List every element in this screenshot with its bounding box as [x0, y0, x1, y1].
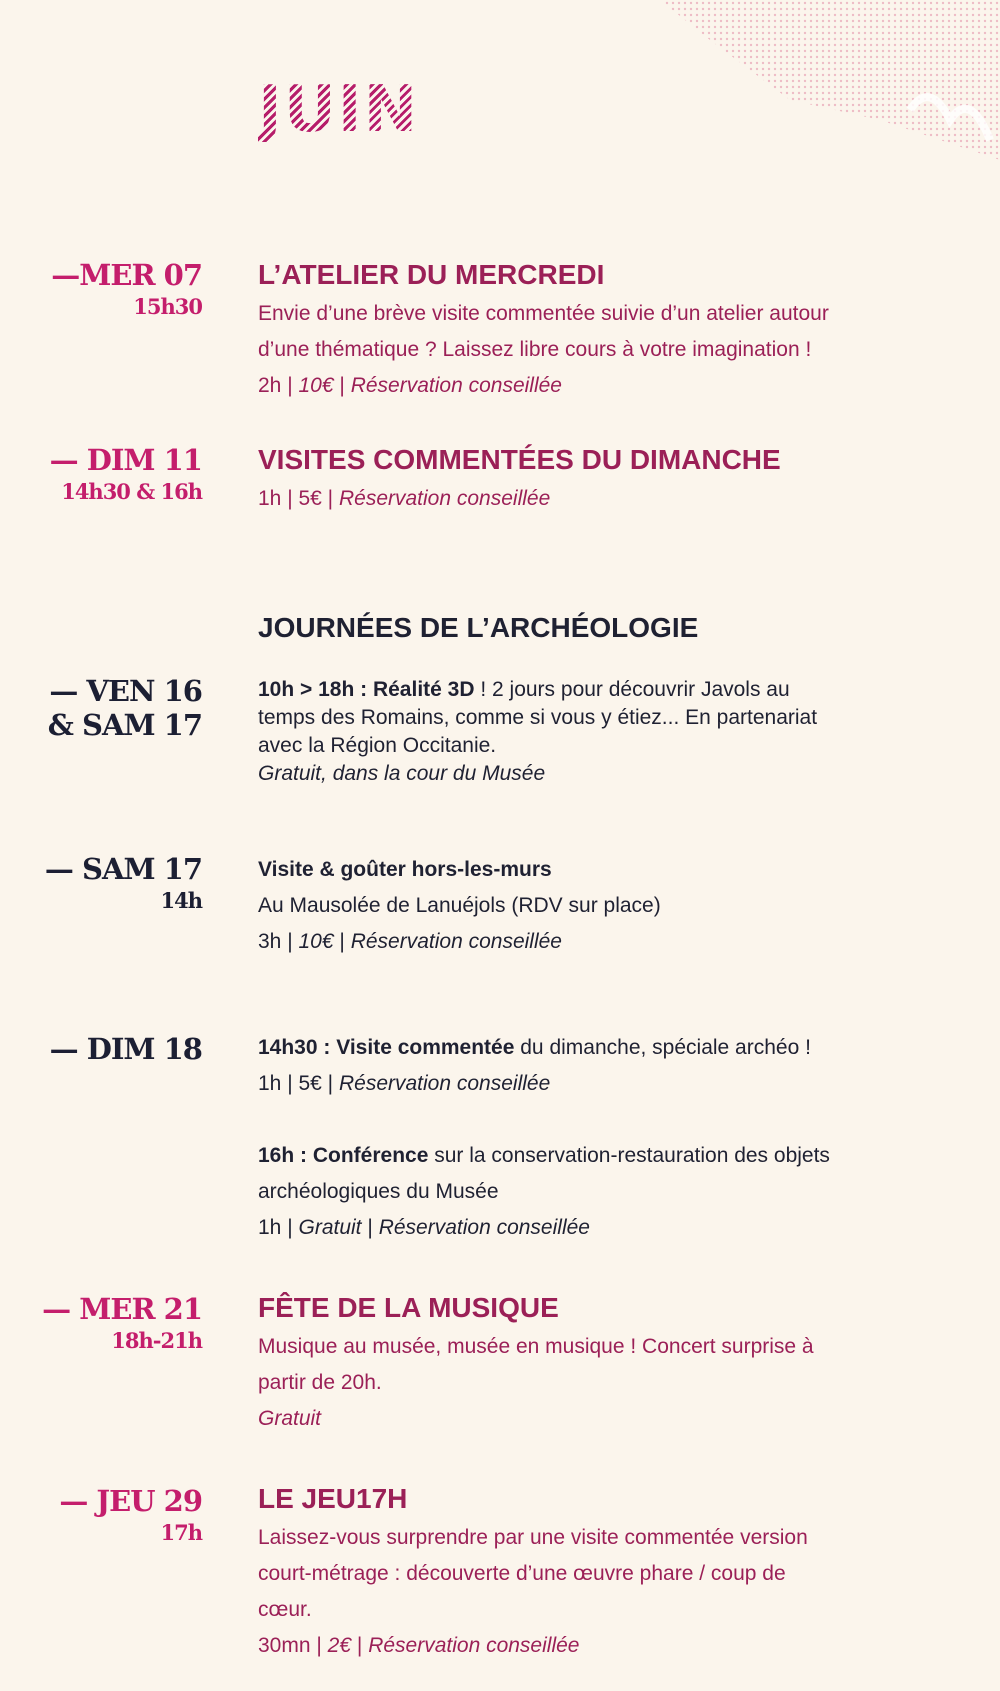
event-separator: |: [339, 374, 345, 397]
event-fete-musique: [258, 1291, 948, 1437]
event-date-block: [50, 1032, 202, 1066]
event-time: 14h: [160, 888, 202, 913]
event-date: — DIM 11: [49, 443, 202, 477]
event-separator: |: [367, 1216, 373, 1239]
event-info: Gratuit, dans la cour du Musée: [258, 762, 546, 785]
event-reservation: Réservation conseillée: [368, 1634, 580, 1657]
event-time: 14h30 & 16h: [61, 479, 202, 504]
event-info: [258, 368, 948, 404]
event-dimanche-archeo: [258, 1030, 948, 1246]
event-duration: 3h |: [258, 930, 293, 953]
event-reservation: Réservation conseillée: [350, 374, 562, 397]
event-date-block: [48, 674, 202, 742]
event-desc-line: partir de 20h.: [258, 1371, 382, 1394]
event-desc-line: court-métrage : découverte d’une œuvre phare / coup de: [258, 1562, 786, 1585]
event-desc-line: Musique au musée, musée en musique ! Concert surprise à: [258, 1335, 814, 1358]
event-realite-3d: [258, 676, 948, 788]
event-title: L’ATELIER DU MERCREDI: [258, 259, 605, 290]
event-date-block: [59, 1484, 202, 1548]
event-separator: |: [356, 1634, 363, 1657]
event-title: VISITES COMMENTÉES DU DIMANCHE: [258, 444, 781, 475]
event-desc-line: temps des Romains, comme si vous y étiez... En partenariat: [258, 706, 818, 729]
event-date: — JEU 29: [59, 1484, 202, 1518]
event-time: 14h30 :: [258, 1036, 337, 1059]
event-date: — DIM 18: [49, 1032, 202, 1066]
event-desc-line: avec la Région Occitanie.: [258, 734, 497, 757]
event-desc-line: Laissez-vous surprendre par une visite commentée version: [258, 1526, 808, 1549]
event-reservation: Gratuit: [258, 1407, 322, 1430]
event-highlight: Conférence: [312, 1144, 429, 1167]
event-visite-gouter: [258, 852, 948, 960]
event-date: & SAM 17: [47, 708, 202, 742]
event-price: 2€: [327, 1634, 352, 1657]
event-date: —MER 07: [51, 258, 202, 292]
event-date-block: [42, 1292, 202, 1356]
event-highlight: 10h > 18h : Réalité 3D: [258, 678, 475, 701]
event-atelier: [258, 258, 948, 404]
event-reservation: Réservation conseillée: [338, 1072, 551, 1095]
event-title: FÊTE DE LA MUSIQUE: [258, 1292, 559, 1323]
event-duration: 1h | 5€ |: [258, 487, 334, 510]
event-title: Visite & goûter hors-les-murs: [258, 858, 552, 881]
event-date-block: [51, 258, 202, 322]
event-desc-line: sur la conservation-restauration des objets: [428, 1144, 830, 1167]
event-reservation: Réservation conseillée: [378, 1216, 590, 1239]
event-title: LE JEU17H: [258, 1483, 408, 1514]
event-time: 18h-21h: [111, 1328, 202, 1353]
event-jeu17h: [258, 1482, 948, 1664]
event-duration: 2h |: [258, 374, 293, 397]
event-time: 16h :: [258, 1144, 313, 1167]
event-reservation: Réservation conseillée: [338, 487, 551, 510]
event-time: 15h30: [133, 294, 202, 319]
event-duration: 1h | 5€ |: [258, 1072, 334, 1095]
event-reservation: Réservation conseillée: [350, 930, 562, 953]
event-date: — MER 21: [42, 1292, 202, 1326]
event-time: 17h: [160, 1520, 202, 1545]
event-date: — SAM 17: [44, 852, 202, 886]
event-desc-line: archéologiques du Musée: [258, 1180, 499, 1203]
event-desc-line: du dimanche, spéciale archéo !: [514, 1036, 811, 1059]
event-date-block: [50, 443, 202, 507]
event-duration: 30mn |: [258, 1634, 322, 1657]
event-desc-line: ! 2 jours pour découvrir Javols au: [474, 678, 790, 701]
event-date: — VEN 16: [49, 674, 202, 708]
event-desc-line: d’une thématique ? Laissez libre cours à votre imagination !: [258, 338, 812, 361]
event-price: Gratuit: [298, 1216, 362, 1239]
event-desc-line: Au Mausolée de Lanuéjols (RDV sur place): [258, 894, 661, 917]
event-visites-dimanche: [258, 443, 948, 517]
event-date-block: [45, 852, 202, 916]
event-desc-line: Envie d’une brève visite commentée suivie d’un atelier autour: [258, 302, 829, 325]
event-price: 10€: [298, 374, 334, 397]
section-title: JOURNÉES DE L’ARCHÉOLOGIE: [258, 612, 699, 643]
decorative-pattern: [640, 0, 1000, 190]
event-duration: 1h |: [258, 1216, 293, 1239]
event-price: 10€: [298, 930, 334, 953]
event-separator: |: [339, 930, 345, 953]
event-desc-line: cœur.: [258, 1598, 312, 1621]
month-title: JUIN: [258, 73, 420, 147]
event-highlight: Visite commentée: [336, 1036, 515, 1059]
